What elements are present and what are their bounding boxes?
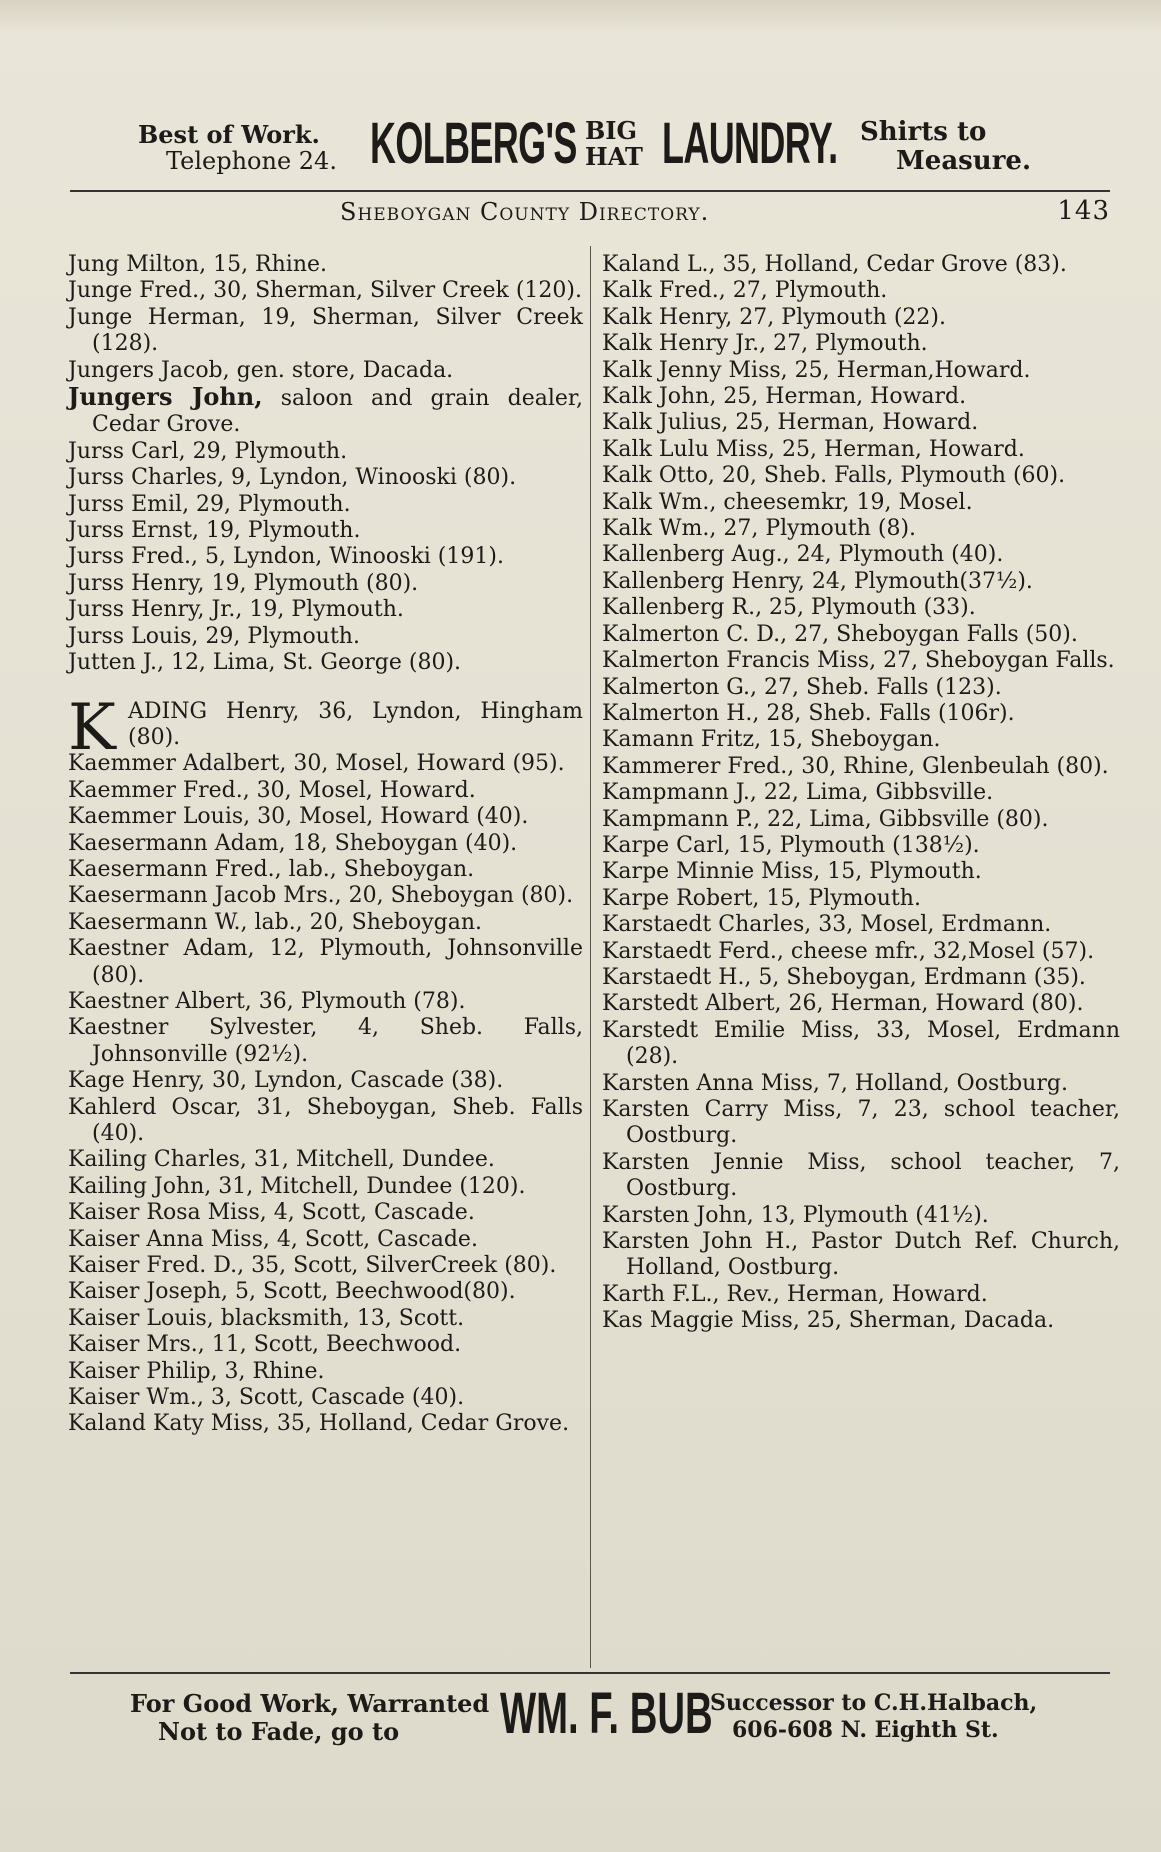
bold-entry-name: Jungers John, (68, 382, 263, 412)
list-item: Jurss Louis, 29, Plymouth. (68, 623, 360, 649)
page-number: 143 (1057, 196, 1110, 226)
list-item: Karsten John, 13, Plymouth (41½). (602, 1202, 989, 1228)
list-item: Karpe Minnie Miss, 15, Plymouth. (602, 859, 982, 885)
list-item: Kalk John, 25, Herman, Howard. (602, 384, 967, 410)
list-item: Jurss Emil, 29, Plymouth. (68, 491, 351, 517)
footer-brand-name: WM. F. BUB (500, 1681, 713, 1746)
footer-right-line1: Successor to C.H.Halbach, (710, 1690, 1038, 1716)
footer-left-line1: For Good Work, Warranted (130, 1689, 490, 1718)
list-item: Karsten Carry Miss, 7, 23, school teacher, Oostburg. (602, 1097, 1120, 1149)
list-item: Kalmerton Francis Miss, 27, Sheboygan Falls. (602, 648, 1115, 674)
header-brand-name: KOLBERG'S (370, 111, 577, 176)
running-head (70, 198, 1110, 232)
list-item: Kaemmer Fred., 30, Mosel, Howard. (68, 777, 476, 803)
drop-cap-initial: K (68, 690, 116, 765)
list-item: Kampmann J., 22, Lima, Gibbsville. (602, 780, 994, 806)
list-item: Jurss Carl, 29, Plymouth. (68, 438, 348, 464)
header-mid-line1: BIG (585, 116, 638, 145)
running-head-title: Sheboygan County Directory. (340, 198, 710, 226)
list-item: Kailing Charles, 31, Mitchell, Dundee. (68, 1147, 495, 1173)
list-item: Kaesermann Jacob Mrs., 20, Sheboygan (80). (68, 883, 574, 909)
footer-advertisement (70, 1680, 1110, 1760)
header-rule (70, 190, 1110, 192)
header-left-line1: Best of Work. (138, 120, 320, 149)
list-item: Kaesermann Fred., lab., Sheboygan. (68, 856, 475, 882)
list-item: Kahlerd Oscar, 31, Sheboygan, Sheb. Falls (40). (68, 1094, 583, 1146)
list-item: Junge Fred., 30, Sherman, Silver Creek (120). (68, 278, 582, 304)
list-item: Karstedt Emilie Miss, 33, Mosel, Erdmann (28). (602, 1017, 1120, 1070)
footer-right-line2: 606-608 N. Eighth St. (732, 1717, 999, 1743)
list-item: Kammerer Fred., 30, Rhine, Glenbeulah (80). (602, 753, 1109, 779)
list-item: Kaesermann W., lab., 20, Sheboygan. (68, 909, 483, 935)
list-item: Kaiser Wm., 3, Scott, Cascade (40). (68, 1385, 465, 1411)
header-right-line2: Measure. (896, 146, 1032, 176)
footer-left-text (130, 1690, 489, 1746)
list-item: Kalk Jenny Miss, 25, Herman,Howard. (602, 357, 1031, 383)
list-item: Kaesermann Adam, 18, Sheboygan (40). (68, 830, 518, 856)
list-item: Kaestner Sylvester, 4, Sheb. Falls, Johnsonville (92½). (68, 1015, 583, 1067)
column-divider (590, 246, 591, 1668)
list-item: Kalmerton C. D., 27, Sheboygan Falls (50). (602, 621, 1078, 647)
list-item: Karstedt Albert, 26, Herman, Howard (80). (602, 991, 1084, 1017)
list-item: Jungers Jacob, gen. store, Dacada. (68, 357, 454, 383)
bold-entry-rest: saloon and grain dealer, Cedar Grove. (92, 386, 584, 438)
list-item: Jurss Fred., 5, Lyndon, Winooski (191). (68, 544, 504, 570)
footer-rule (70, 1672, 1110, 1674)
list-item: Kalk Lulu Miss, 25, Herman, Howard. (602, 436, 1025, 462)
header-advertisement (70, 108, 1110, 188)
header-left-text (138, 122, 337, 174)
left-column (68, 252, 583, 1438)
list-item: Jutten J., 12, Lima, St. George (80). (68, 650, 462, 676)
header-right-text (860, 118, 1031, 176)
list-item: Kaiser Rosa Miss, 4, Scott, Cascade. (68, 1200, 475, 1226)
list-item: Kaland L., 35, Holland, Cedar Grove (83). (602, 252, 1067, 277)
list-item: Karstaedt Ferd., cheese mfr., 32,Mosel (57). (602, 938, 1095, 964)
right-column (602, 252, 1120, 1335)
list-item: Jurss Henry, Jr., 19, Plymouth. (68, 597, 404, 623)
list-item: Kailing John, 31, Mitchell, Dundee (120). (68, 1173, 526, 1199)
list-item: Kaiser Joseph, 5, Scott, Beechwood(80). (68, 1279, 516, 1305)
list-item: Karsten Jennie Miss, school teacher, 7, Oostburg. (602, 1149, 1120, 1202)
list-item: Jurss Henry, 19, Plymouth (80). (68, 570, 419, 596)
list-item: Karth F.L., Rev., Herman, Howard. (602, 1281, 988, 1307)
list-item: Kallenberg Aug., 24, Plymouth (40). (602, 542, 1004, 568)
list-item: Kalk Julius, 25, Herman, Howard. (602, 410, 979, 436)
drop-cap-entry-text: ADING Henry, 36, Lyndon, Hingham (80). (128, 698, 583, 750)
page-edge-shadow (0, 0, 1161, 34)
list-item: Kaestner Albert, 36, Plymouth (78). (68, 988, 466, 1014)
list-item: Karstaedt H., 5, Sheboygan, Erdmann (35). (602, 964, 1086, 990)
list-item: Jurss Ernst, 19, Plymouth. (68, 518, 361, 544)
list-item: Karpe Carl, 15, Plymouth (138½). (602, 832, 980, 858)
list-item: Kaiser Philip, 3, Rhine. (68, 1358, 325, 1384)
list-item-bold (68, 384, 583, 439)
list-item: Kaiser Louis, blacksmith, 13, Scott. (68, 1305, 465, 1331)
list-item: Kalmerton H., 28, Sheb. Falls (106r). (602, 700, 1015, 726)
list-item: Kalmerton G., 27, Sheb. Falls (123). (602, 674, 1002, 700)
header-mid-text (585, 118, 643, 170)
list-item: Kallenberg R., 25, Plymouth (33). (602, 595, 976, 621)
header-laundry: LAUNDRY. (662, 111, 838, 176)
list-item: Kaemmer Louis, 30, Mosel, Howard (40). (68, 804, 529, 830)
list-item: Kage Henry, 30, Lyndon, Cascade (38). (68, 1068, 504, 1094)
list-item: Kalk Henry Jr., 27, Plymouth. (602, 331, 928, 357)
list-item: Kaestner Adam, 12, Plymouth, Johnsonville (80). (68, 936, 583, 988)
list-item: Kaiser Mrs., 11, Scott, Beechwood. (68, 1332, 462, 1358)
list-item: Jurss Charles, 9, Lyndon, Winooski (80). (68, 465, 517, 491)
header-left-line2: Telephone 24. (166, 147, 337, 175)
footer-left-line2: Not to Fade, go to (158, 1717, 400, 1746)
list-item: Kamann Fritz, 15, Sheboygan. (602, 727, 941, 753)
header-mid-line2: HAT (585, 142, 643, 171)
header-right-line1: Shirts to (860, 117, 987, 147)
list-item: Kaiser Fred. D., 35, Scott, SilverCreek (80). (68, 1253, 557, 1279)
list-item: Kalk Wm., cheesemkr, 19, Mosel. (602, 489, 973, 515)
list-item: Kaiser Anna Miss, 4, Scott, Cascade. (68, 1226, 478, 1252)
list-item: Kalk Henry, 27, Plymouth (22). (602, 304, 946, 330)
list-item: Jung Milton, 15, Rhine. (68, 252, 328, 277)
list-item: Junge Herman, 19, Sherman, Silver Creek (128). (68, 304, 583, 357)
list-item: Kampmann P., 22, Lima, Gibbsville (80). (602, 806, 1049, 832)
list-item: Kalk Fred., 27, Plymouth. (602, 278, 888, 304)
section-gap (68, 677, 583, 699)
list-item: Kalk Otto, 20, Sheb. Falls, Plymouth (60). (602, 463, 1066, 489)
list-item: Karstaedt Charles, 33, Mosel, Erdmann. (602, 912, 1052, 938)
list-item: Karpe Robert, 15, Plymouth. (602, 885, 921, 911)
list-item: Kas Maggie Miss, 25, Sherman, Dacada. (602, 1308, 1055, 1334)
list-item: Kaemmer Adalbert, 30, Mosel, Howard (95). (68, 751, 565, 777)
list-item: Kallenberg Henry, 24, Plymouth(37½). (602, 568, 1033, 594)
list-item: Karsten Anna Miss, 7, Holland, Oostburg. (602, 1070, 1068, 1096)
list-item: Kalk Wm., 27, Plymouth (8). (602, 516, 917, 542)
list-item: Kaland Katy Miss, 35, Holland, Cedar Grove. (68, 1411, 570, 1437)
list-item: Karsten John H., Pastor Dutch Ref. Church, Holland, Oostburg. (602, 1229, 1120, 1281)
footer-right-text (710, 1690, 1037, 1744)
